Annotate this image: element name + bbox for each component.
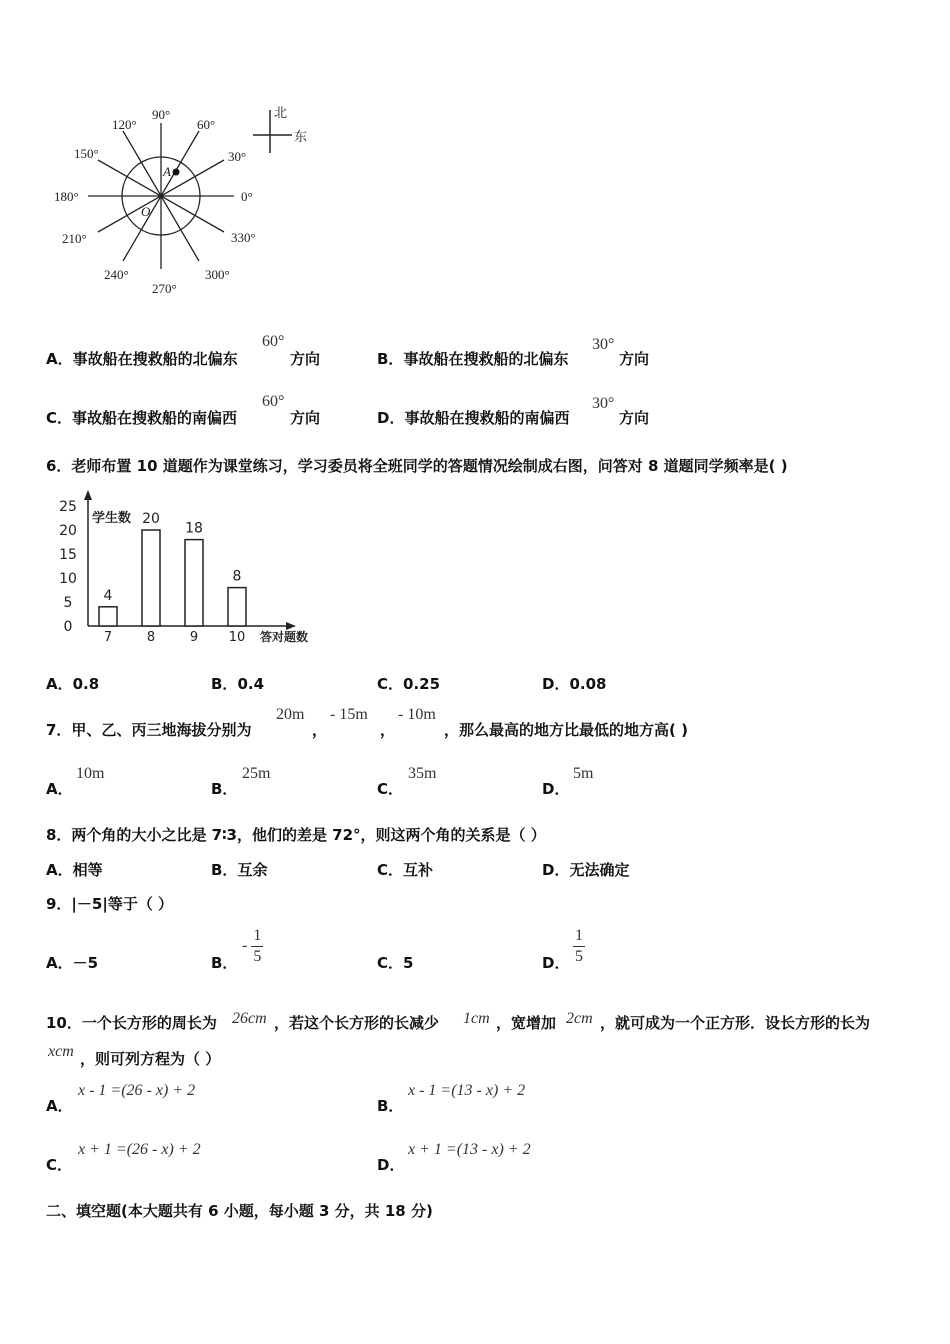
q9-stem: 9．|－5|等于（ ） [46, 895, 174, 913]
q9-option-b-letter: B． [211, 954, 238, 972]
q10-option-b-letter: B． [377, 1097, 404, 1115]
x-tick-label: 8 [146, 630, 156, 645]
y-tick-label: 15 [59, 547, 77, 563]
q10-math-3: 2cm [566, 1010, 593, 1027]
q7-option-b-letter: B． [211, 780, 238, 798]
q7-sep-2: ， [380, 721, 396, 739]
point-a-label: A [163, 164, 171, 179]
q10-option-c-letter: C． [46, 1156, 73, 1174]
q6-option-d: D．0.08 [542, 675, 607, 693]
q5-option-a-angle: 60° [262, 333, 285, 350]
x-axis-arrow-icon [286, 622, 296, 630]
q7-value-2: - 15m [330, 706, 368, 723]
bar-9 [185, 540, 203, 626]
fraction-bar [251, 946, 263, 947]
q6-option-b: B．0.4 [211, 675, 265, 693]
q5-option-d-angle: 30° [592, 395, 615, 412]
q5-option-c-angle: 60° [262, 393, 285, 410]
q7-stem-end: ，那么最高的地方比最低的地方高( ) [444, 721, 688, 739]
q10-stem-part-3: ，宽增加 [496, 1014, 557, 1032]
q5-option-d-suffix: 方向 [619, 409, 650, 427]
bar-value-label: 4 [103, 587, 113, 604]
q10-stem-part-2: ，若这个长方形的长减少 [274, 1014, 440, 1032]
q7-option-c-value: 35m [408, 765, 437, 782]
q5-option-b: B．事故船在搜救船的北偏东 [377, 350, 569, 368]
bar-7 [99, 607, 117, 626]
q8-option-b: B．互余 [211, 861, 268, 879]
q7-sep-1: ， [312, 721, 328, 739]
q8-option-c: C．互补 [377, 861, 434, 879]
q10-stem-part-5: ，则可列方程为（ ） [80, 1050, 221, 1068]
q7-value-3: - 10m [398, 706, 436, 723]
fraction-denominator: 5 [253, 947, 262, 965]
fraction-numerator: 1 [575, 927, 583, 944]
q9-option-d-fraction [573, 927, 585, 965]
q7-option-c-letter: C． [377, 780, 404, 798]
q5-option-c: C．事故船在搜救船的南偏西 [46, 409, 238, 427]
x-tick-label: 9 [189, 630, 199, 645]
q5-option-a-suffix: 方向 [290, 350, 321, 368]
q7-value-1: 20m [276, 706, 305, 723]
angle-label: 0° [241, 189, 253, 204]
angle-label: 330° [231, 230, 256, 245]
q7-option-a-letter: A． [46, 780, 73, 798]
point-o-label: O [141, 204, 151, 219]
q8-option-d: D．无法确定 [542, 861, 630, 879]
angle-label: 90° [152, 107, 171, 122]
q10-math-1: 26cm [232, 1010, 267, 1027]
q5-option-b-angle: 30° [592, 336, 615, 353]
y-axis-title: 学生数 [92, 511, 132, 526]
y-axis-arrow-icon [84, 490, 92, 500]
q5-option-c-suffix: 方向 [290, 409, 321, 427]
q10-option-b-equation: x - 1 =(13 - x) + 2 [408, 1082, 526, 1099]
point-a-dot [173, 169, 180, 176]
x-tick-label: 10 [228, 630, 246, 645]
bar-value-label: 20 [142, 511, 160, 527]
bar-10 [228, 588, 246, 626]
q7-stem-start: 7．甲、乙、丙三地海拔分别为 [46, 721, 252, 739]
q10-option-d-equation: x + 1 =(13 - x) + 2 [408, 1141, 531, 1158]
angle-label: 150° [74, 146, 99, 161]
q9-option-b-sign: - [242, 937, 248, 955]
q9-option-a: A．－5 [46, 954, 99, 972]
y-tick-label: 25 [59, 499, 77, 515]
x-axis-title: 答对题数 [260, 630, 309, 644]
east-label: 东 [294, 130, 308, 145]
section-2-title: 二、填空题(本大题共有 6 小题，每小题 3 分，共 18 分) [46, 1202, 433, 1220]
q10-option-a-equation: x - 1 =(26 - x) + 2 [78, 1082, 196, 1099]
q9-option-c: C．5 [377, 954, 414, 972]
y-tick-label: 20 [59, 523, 77, 539]
y-tick-label: 10 [59, 571, 77, 587]
angle-label: 120° [112, 117, 137, 132]
bar-value-label: 8 [232, 568, 242, 585]
q6-stem: 6．老师布置 10 道题作为课堂练习，学习委员将全班同学的答题情况绘制成右图，问答对 8 道题同学频率是( ) [46, 457, 788, 475]
q6-option-a: A．0.8 [46, 675, 100, 693]
angle-label: 210° [62, 231, 87, 246]
q10-stem-part-4: ，就可成为一个正方形．设长方形的长为 [600, 1014, 871, 1032]
north-label: 北 [274, 106, 288, 121]
q10-option-a-letter: A． [46, 1097, 73, 1115]
fraction-denominator: 5 [575, 947, 583, 965]
q8-option-a: A．相等 [46, 861, 103, 879]
angle-label: 180° [54, 189, 79, 204]
q7-option-b-value: 25m [242, 765, 271, 782]
q5-option-d: D．事故船在搜救船的南偏西 [377, 409, 570, 427]
angle-label: 240° [104, 267, 129, 282]
bar-value-label: 18 [185, 520, 203, 537]
angle-label: 30° [228, 149, 247, 164]
angle-label: 270° [152, 281, 177, 296]
q5-option-a: A．事故船在搜救船的北偏东 [46, 350, 238, 368]
fraction-numerator: 1 [253, 927, 262, 944]
q10-stem-part-1: 10．一个长方形的周长为 [46, 1014, 217, 1032]
q9-option-d-letter: D． [542, 954, 570, 972]
q6-option-c: C．0.25 [377, 675, 441, 693]
y-tick-label: 0 [63, 619, 73, 635]
angle-label: 60° [197, 117, 216, 132]
q7-option-d-letter: D． [542, 780, 570, 798]
bar-8 [142, 530, 160, 626]
fraction-bar [573, 946, 585, 947]
y-tick-label: 5 [63, 595, 73, 611]
compass-figure [40, 95, 330, 310]
q10-math-2: 1cm [463, 1010, 490, 1027]
q9-option-b-value [242, 927, 263, 965]
angle-label: 300° [205, 267, 230, 282]
q8-stem: 8．两个角的大小之比是 7∶3，他们的差是 72°，则这两个角的关系是（ ） [46, 826, 546, 844]
q10-option-c-equation: x + 1 =(26 - x) + 2 [78, 1141, 201, 1158]
q10-option-d-letter: D． [377, 1156, 405, 1174]
q7-option-d-value: 5m [573, 765, 594, 782]
bar-chart [50, 488, 330, 650]
q5-option-b-suffix: 方向 [619, 350, 650, 368]
q10-math-4: xcm [48, 1043, 74, 1060]
q9-option-b-fraction [251, 927, 263, 965]
x-tick-label: 7 [103, 630, 113, 645]
q9-option-d-value [573, 927, 585, 965]
q7-option-a-value: 10m [76, 765, 105, 782]
